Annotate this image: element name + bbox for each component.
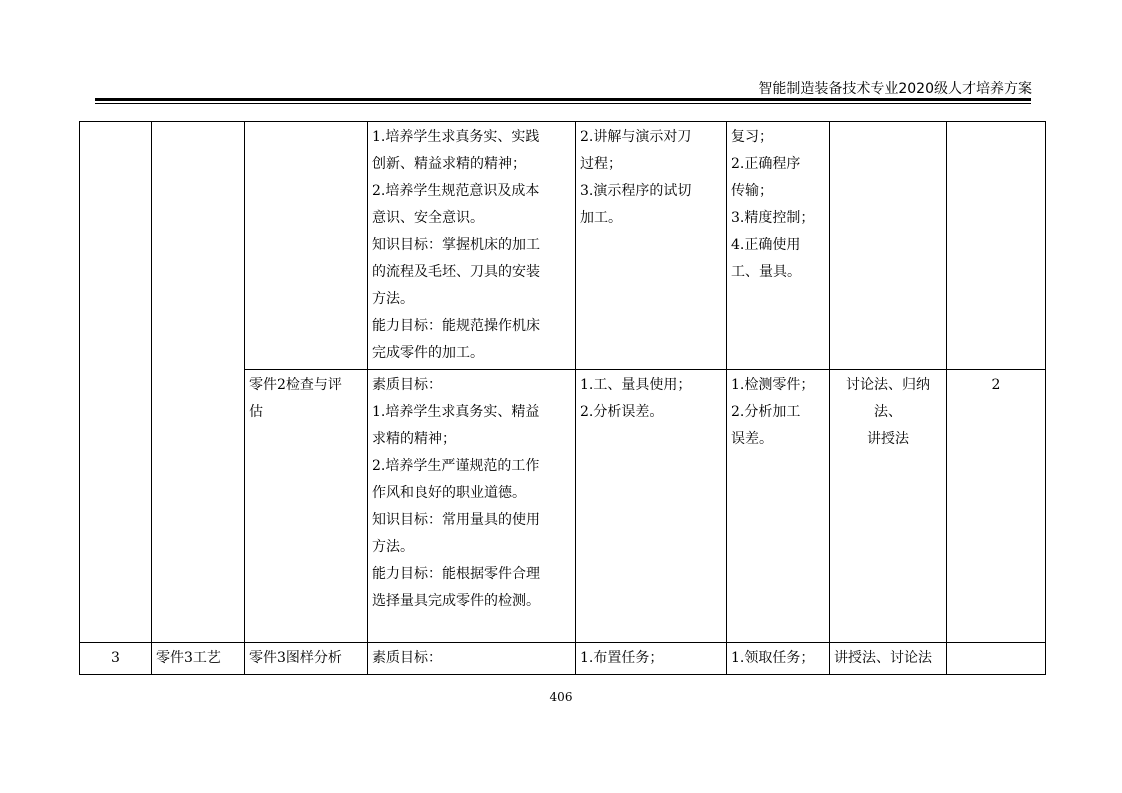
page-number: 406 [549, 690, 573, 704]
student-line: 工、量具。 [731, 264, 801, 280]
method-line: 讲授法 [867, 431, 909, 447]
row-number-cell [80, 122, 152, 643]
teacher-line: 过程； [580, 156, 622, 172]
objectives-cell [368, 370, 576, 643]
objective-line: 创新、精益求精的精神； [372, 156, 526, 172]
teacher-activity-cell [576, 122, 727, 370]
hours-cell [947, 122, 1046, 370]
table-row [80, 643, 1046, 675]
hours-cell [947, 643, 1046, 675]
objective-line: 知识目标：掌握机床的加工 [372, 237, 540, 253]
objective-line: 求精的精神； [372, 431, 456, 447]
teacher-activity-cell [576, 370, 727, 643]
objective-line: 的流程及毛坯、刀具的安装 [372, 264, 540, 280]
task-cell [245, 370, 368, 643]
task-cell: 零件3图样分析 [245, 643, 368, 675]
objectives-cell: 素质目标： [368, 643, 576, 675]
objective-line: 方法。 [372, 539, 414, 555]
student-line: 复习； [731, 129, 773, 145]
method-cell: 讲授法、讨论法 [830, 643, 947, 675]
teacher-line: 2.讲解与演示对刀 [580, 129, 692, 145]
hours-cell: 2 [947, 370, 1046, 643]
student-activity-cell: 1.领取任务； [727, 643, 830, 675]
module-cell: 零件3工艺 [152, 643, 245, 675]
method-line: 讨论法、归纳法、 [846, 377, 930, 420]
student-line: 3.精度控制； [731, 210, 815, 226]
student-line: 误差。 [731, 431, 773, 447]
objective-line: 作风和良好的职业道德。 [372, 485, 526, 501]
table-row [80, 122, 1046, 370]
teacher-activity-cell: 1.布置任务； [576, 643, 727, 675]
student-line: 1.检测零件； [731, 377, 815, 393]
student-line: 2.正确程序 [731, 156, 801, 172]
task-line: 零件2检查与评 [249, 377, 342, 393]
module-cell [152, 122, 245, 643]
objective-line: 完成零件的加工。 [372, 345, 484, 361]
objective-line: 素质目标： [372, 377, 442, 393]
objective-line: 2.培养学生严谨规范的工作 [372, 458, 540, 474]
teacher-line: 1.工、量具使用； [580, 377, 692, 393]
header-rule-thin [95, 103, 1031, 104]
teacher-line: 2.分析误差。 [580, 404, 664, 420]
objective-line: 知识目标：常用量具的使用 [372, 512, 540, 528]
objective-line: 意识、安全意识。 [372, 210, 484, 226]
objective-line: 1.培养学生求真务实、实践 [372, 129, 540, 145]
student-line: 2.分析加工 [731, 404, 801, 420]
task-cell [245, 122, 368, 370]
objective-line: 1.培养学生求真务实、精益 [372, 404, 540, 420]
student-line: 传输； [731, 183, 773, 199]
teaching-plan-table [79, 121, 1046, 675]
student-line: 4.正确使用 [731, 237, 801, 253]
teacher-line: 3.演示程序的试切 [580, 183, 692, 199]
objective-line: 能力目标：能规范操作机床 [372, 318, 540, 334]
teacher-line: 加工。 [580, 210, 622, 226]
student-activity-cell [727, 370, 830, 643]
header-rule-thick [95, 98, 1031, 101]
task-line: 估 [249, 404, 263, 420]
student-activity-cell [727, 122, 830, 370]
method-cell [830, 370, 947, 643]
document-header-title: 智能制造装备技术专业2020级人才培养方案 [758, 81, 1032, 97]
objective-line: 能力目标：能根据零件合理 [372, 566, 540, 582]
objective-line: 方法。 [372, 291, 414, 307]
method-cell [830, 122, 947, 370]
objective-line: 选择量具完成零件的检测。 [372, 593, 540, 609]
objectives-cell [368, 122, 576, 370]
objective-line: 2.培养学生规范意识及成本 [372, 183, 540, 199]
row-number-cell: 3 [80, 643, 152, 675]
